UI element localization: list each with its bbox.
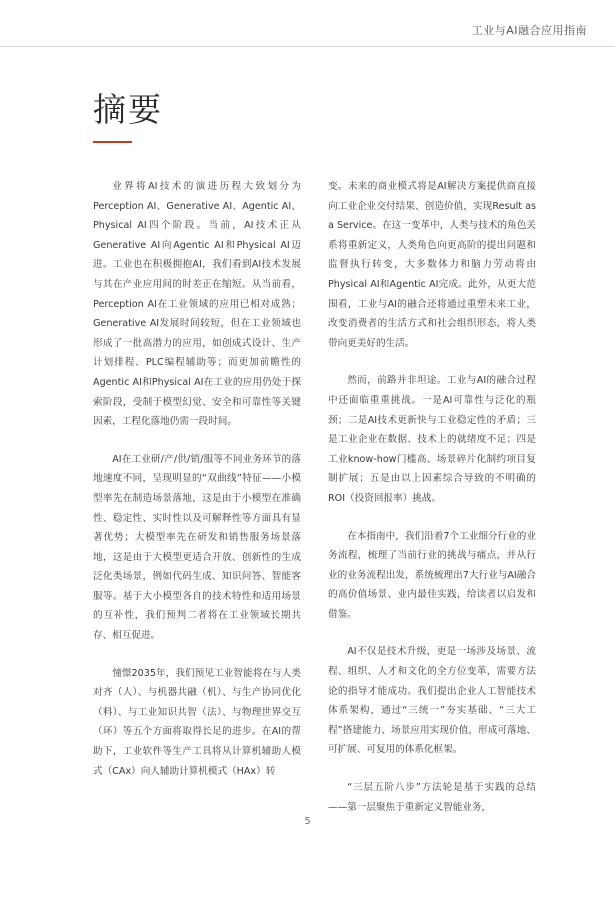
paragraph: 业界将AI技术的演进历程大致划分为Perception AI、Generative AI、Agentic AI、Physical AI四个阶段。当前，AI技术正从Generative AI向Agentic AI和Physical AI迈进。工业也在积极拥抱AI，我们看到AI技术发展与其在产业应用间的时差正在缩短。从当前看，Perception AI在工业领域的应用已相对成熟；Generative AI发展时间较短，但在工业领域也形成了一批高潜力的应用，如创成式设计、生产计划排程、PLC编程辅助等；而更加前瞻性的Agentic AI和Physical AI在工业的应用仍处于探索阶段，受制于模型幻觉、安全和可靠性等关键因素，工程化落地仍需一段时间。 [93,181,301,428]
page-number: 5 [304,816,311,827]
page-title: 摘要 [93,90,163,129]
header-divider [0,46,615,47]
right-text-column [328,177,536,835]
left-text-column [93,177,301,799]
document-header-title: 工业与AI融合应用指南 [471,24,587,37]
paragraph: AI在工业研/产/供/销/服等不同业务环节的落地速度不同，呈现明显的“双曲线”特征——小模型率先在制造场景落地，这是由于小模型在准确性、稳定性、实时性以及可解释性等方面具有显著优势；大模型率先在研发和销售服务场景落地，这是由于大模型更适合开放、创新性的生成泛化类场景，例如代码生成、知识问答、智能客服等。基于大小模型各自的技术特性和适用场景的互补性，我们预判二者将在工业领域长期共存、相互促进。 [93,453,301,642]
title-accent-underline [93,141,132,143]
paragraph: 在本指南中，我们沿着7个工业细分行业的业务流程，梳理了当前行业的挑战与痛点，并从行业的业务流程出发，系统梳理出7大行业与AI融合的高价值场景、业内最佳实践，给读者以启发和借鉴。 [328,530,536,620]
paragraph: 然而，前路并非坦途。工业与AI的融合过程中还面临重重挑战。一是AI可靠性与泛化的瓶颈；二是AI技术更新快与工业稳定性的矛盾；三是工业企业在数据、技术上的就绪度不足；四是工业know-how门槛高、场景碎片化制约项目复制扩展；五是由以上因素综合导致的不明确的ROI（投资回报率）挑战。 [328,375,536,504]
paragraph: AI不仅是技术升级，更是一场涉及场景、流程、组织、人才和文化的全方位变革，需要方法论的指导才能成功。我们提出企业人工智能技术体系架构，通过“三统一”夯实基础、“三大工程”搭建能力、场景应用实现价值，形成可落地、可扩展、可复用的体系化框架。 [328,646,536,756]
paragraph: “三层五阶八步”方法轮是基于实践的总结——第一层聚焦于重新定义智能业务， [328,782,536,813]
paragraph: 憧憬2035年，我们预见工业智能将在与人类对齐（人）、与机器共融（机）、与生产协同优化（料）、与工业知识共智（法）、与物理世界交互（环）等五个方面将取得长足的进步。在AI的帮助下，工业软件等生产工具将从计算机辅助人模式（CAx）向人辅助计算机模式（HAx）转 [93,667,301,777]
paragraph-continued: 变。未来的商业模式将是AI解决方案提供商直接向工业企业交付结果、创造价值，实现Result as a Service。在这一变革中，人类与技术的角色关系将重新定义，人类角色向更高阶的提出问题和监督执行转变，大多数体力和脑力劳动将由Physical AI和Agentic AI完成。此外，从更大范围看，工业与AI的融合还将通过重塑未来工业，改变消费者的生活方式和社会组织形态，将人类带向更美好的生活。 [328,181,536,349]
